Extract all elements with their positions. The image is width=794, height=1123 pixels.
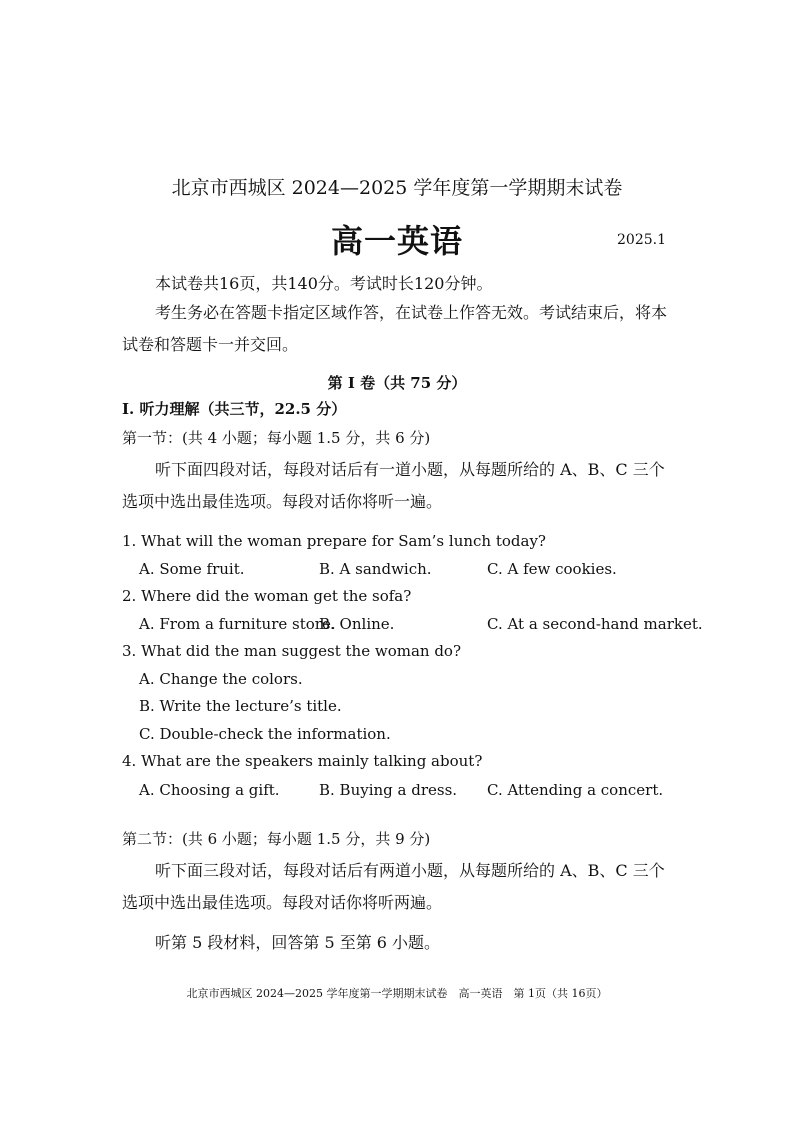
question-2-option-b: B. Online. bbox=[319, 615, 395, 633]
question-2: 2. Where did the woman get the sofa? bbox=[122, 587, 412, 605]
question-2-option-a: A. From a furniture store. bbox=[139, 615, 336, 633]
question-3-option-c: C. Double-check the information. bbox=[139, 725, 391, 743]
section-heading-listening: I. 听力理解（共三节，22.5 分） bbox=[122, 400, 347, 418]
section2-sub-instruction: 听第 5 段材料，回答第 5 至第 6 小题。 bbox=[155, 933, 441, 952]
exam-note-duration: 本试卷共16页，共140分。考试时长120分钟。 bbox=[155, 274, 493, 293]
question-3: 3. What did the man suggest the woman do? bbox=[122, 642, 462, 660]
exam-title: 北京市西城区 2024—2025 学年度第一学期期末试卷 bbox=[171, 177, 623, 199]
section1-instructions: 听下面四段对话，每段对话后有一道小题，从每题所给的 A、B、C 三个选项中选出最佳选项。每段对话你将听一遍。 bbox=[122, 460, 665, 511]
question-1-option-b: B. A sandwich. bbox=[319, 560, 432, 578]
section2-label: 第二节：(共 6 小题；每小题 1.5 分，共 9 分) bbox=[122, 830, 431, 848]
question-2-option-c: C. At a second-hand market. bbox=[487, 615, 703, 633]
page-footer: 北京市西城区 2024—2025 学年度第一学期期末试卷 高一英语 第 1页（共 16页） bbox=[186, 987, 608, 1000]
question-1-option-c: C. A few cookies. bbox=[487, 560, 617, 578]
question-3-option-a: A. Change the colors. bbox=[139, 670, 303, 688]
question-4-option-c: C. Attending a concert. bbox=[487, 781, 664, 799]
exam-note-instructions: 考生务必在答题卡指定区域作答，在试卷上作答无效。考试结束后，将本试卷和答题卡一并交回。 bbox=[122, 303, 668, 354]
part-title: 第 I 卷（共 75 分） bbox=[327, 374, 467, 392]
question-1-option-a: A. Some fruit. bbox=[139, 560, 245, 578]
section1-label: 第一节：(共 4 小题；每小题 1.5 分，共 6 分) bbox=[122, 429, 431, 447]
subject-title: 高一英语 bbox=[330, 222, 463, 260]
question-3-option-b: B. Write the lecture’s title. bbox=[139, 697, 342, 715]
question-4: 4. What are the speakers mainly talking about? bbox=[122, 752, 483, 770]
section2-instructions: 听下面三段对话，每段对话后有两道小题，从每题所给的 A、B、C 三个选项中选出最佳选项。每段对话你将听两遍。 bbox=[122, 861, 665, 912]
question-4-option-b: B. Buying a dress. bbox=[319, 781, 458, 799]
exam-date: 2025.1 bbox=[617, 232, 666, 248]
question-4-option-a: A. Choosing a gift. bbox=[139, 781, 280, 799]
question-1: 1. What will the woman prepare for Sam’s lunch today? bbox=[122, 532, 546, 550]
